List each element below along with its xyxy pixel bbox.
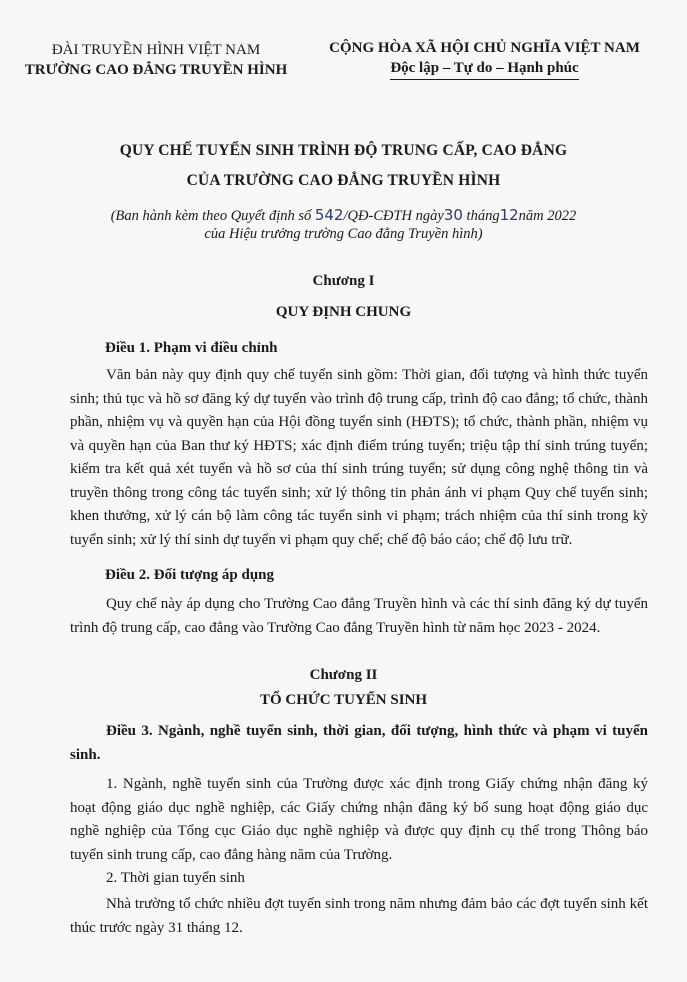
chapter-2-label: Chương II — [309, 667, 378, 683]
country-name: CỘNG HÒA XÃ HỘI CHỦ NGHĨA VIỆT NAM — [329, 40, 640, 56]
article-3-item-2-text: Nhà trường tổ chức nhiều đợt tuyển sinh trong năm nhưng đảm bảo các đợt tuyển sinh kết thúc trước ngày 31 tháng 12. — [70, 896, 648, 936]
issuance-note: (Ban hành kèm theo Quyết định số 542/QĐ-CĐTH ngày30 tháng12năm 2022 — [110, 206, 577, 224]
issuance-note-line2: của Hiệu trưởng trường Cao đẳng Truyền hình) — [204, 226, 483, 242]
article-2-heading: Điều 2. Đối tượng áp dụng — [105, 567, 275, 583]
article-1-text: Văn bản này quy định quy chế tuyển sinh gồm: Thời gian, đối tượng và hình thức tuyển sinh; thủ tục và hồ sơ đăng ký dự tuyển vào trình độ trung cấp, trình độ cao đẳng; tổ chức, thành phần, nhiệm vụ và quyền hạn của Hội đồng tuyển sinh (HĐTS); tổ chức, thành phần, nhiệm vụ và quyền hạn của Ban thư ký HĐTS; xác định điểm trúng tuyển; triệu tập thí sinh trúng tuyển; kiểm tra kết quả xét tuyển và hồ sơ của thí sinh trúng tuyển; sử dụng công nghệ thông tin và truyền thông trong công tác tuyển sinh; xử lý thông tin phản ánh vi phạm Quy chế tuyển sinh; khen thưởng, xử lý cán bộ làm công tác tuyển sinh vi phạm; trách nhiệm của thí sinh trong kỳ tuyển sinh; xử lý thí sinh dự tuyển vi phạm quy chế; chế độ báo cáo; chế độ lưu trữ. — [70, 367, 648, 548]
article-2-text: Quy chế này áp dụng cho Trường Cao đẳng Truyền hình và các thí sinh đăng ký dự tuyển trình độ trung cấp, cao đẳng vào Trường Cao đẳng Truyền hình từ năm học 2023 - 2024. — [70, 596, 648, 636]
national-motto — [302, 38, 667, 80]
handwritten-decision-number: 542 — [314, 206, 344, 224]
motto: Độc lập – Tự do – Hạnh phúc — [390, 58, 578, 80]
handwritten-day: 30 — [443, 206, 463, 224]
chapter-1-label: Chương I — [312, 273, 375, 289]
document-title-line2: CỦA TRƯỜNG CAO ĐẲNG TRUYỀN HÌNH — [186, 172, 501, 189]
document-title-line1: QUY CHẾ TUYỂN SINH TRÌNH ĐỘ TRUNG CẤP, CAO ĐẲNG — [119, 142, 568, 159]
article-1-heading: Điều 1. Phạm vi điều chỉnh — [105, 340, 278, 356]
chapter-1-title: QUY ĐỊNH CHUNG — [275, 304, 412, 320]
chapter-2-title: TỔ CHỨC TUYỂN SINH — [259, 692, 428, 708]
issuing-agency — [22, 40, 290, 80]
agency-name: TRƯỜNG CAO ĐẲNG TRUYỀN HÌNH — [24, 62, 288, 78]
article-3-item-1: 1. Ngành, nghề tuyển sinh của Trường được xác định trong Giấy chứng nhận đăng ký hoạt động giáo dục nghề nghiệp, các Giấy chứng nhận đăng ký bổ sung hoạt động giáo dục nghề nghiệp của Tổng cục Giáo dục nghề nghiệp và được quy định cụ thể trong Thông báo tuyển sinh trung cấp, cao đẳng hàng năm của Trường. — [70, 776, 648, 863]
article-3-item-2: 2. Thời gian tuyển sinh — [106, 870, 245, 886]
handwritten-month: 12 — [499, 206, 519, 224]
article-3-heading: Điều 3. Ngành, nghề tuyển sinh, thời gian, đối tượng, hình thức và phạm vi tuyển sinh. — [70, 723, 648, 763]
agency-parent: ĐÀI TRUYỀN HÌNH VIỆT NAM — [51, 42, 261, 58]
